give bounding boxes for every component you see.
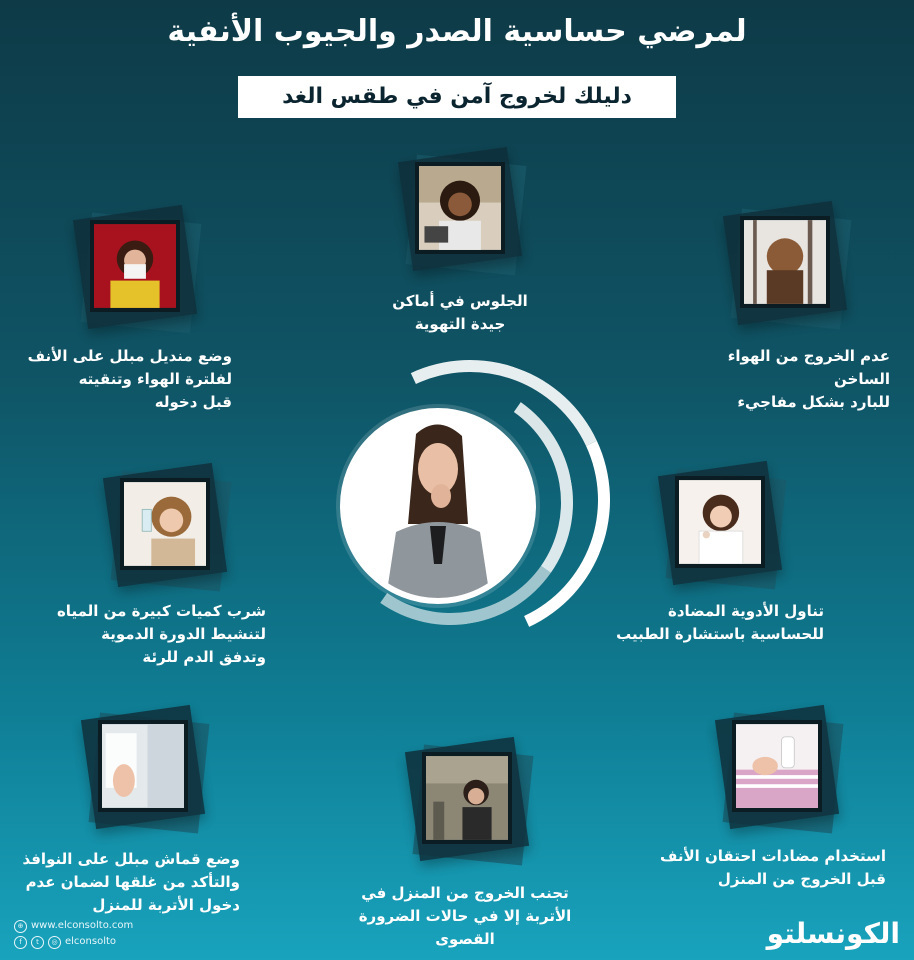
nasal-spray-image — [732, 720, 822, 812]
page-title: لمرضي حساسية الصدر والجيوب الأنفية — [167, 14, 747, 49]
caption-line: وضع قماش مبلل على النوافذ — [22, 850, 240, 868]
instagram-icon[interactable]: ◎ — [48, 936, 61, 949]
caption-line: لفلترة الهواء وتنقيته — [78, 370, 232, 388]
tip-windows-caption — [22, 848, 240, 917]
caption-line: القصوى — [435, 930, 495, 948]
subtitle-banner: دليلك لخروج آمن في طقس الغد — [238, 76, 676, 118]
caption-line: قبل الخروج من المنزل — [717, 870, 886, 888]
caption-line: قبل دخوله — [154, 393, 232, 411]
tip-dust-caption — [340, 882, 590, 951]
tip-nasal-photo — [722, 712, 832, 822]
brand-logo: الكونسلتو — [766, 917, 900, 950]
woman-snow-image — [740, 216, 830, 308]
center-photo — [340, 408, 536, 604]
tip-ventilated-photo — [405, 154, 515, 264]
caption-line: لتنشيط الدورة الدموية — [101, 625, 266, 643]
caption-line: عدم الخروج من الهواء الساخن — [727, 347, 890, 388]
tip-tissue-caption — [20, 345, 232, 414]
twitter-icon[interactable]: t — [31, 936, 44, 949]
coughing-woman-image — [340, 408, 536, 604]
caption-line: وتدفق الدم للرئة — [142, 648, 266, 666]
tip-ventilated-caption — [370, 290, 550, 336]
hand-window-image — [98, 720, 188, 812]
caption-line: للحساسية باستشارة الطبيب — [616, 625, 824, 643]
woman-smiling-image — [415, 162, 505, 254]
caption-line: والتأكد من غلقها لضمان عدم — [25, 873, 240, 891]
tip-tissue-photo — [80, 212, 190, 322]
caption-line: تناول الأدوية المضادة — [667, 602, 824, 620]
caption-line: جيدة التهوية — [414, 315, 506, 333]
tip-dust-photo — [412, 744, 522, 854]
caption-line: الجلوس في أماكن — [392, 292, 528, 310]
tip-water-caption — [40, 600, 266, 669]
woman-drinking-image — [120, 478, 210, 570]
tip-windows-photo — [88, 712, 198, 822]
caption-line: شرب كميات كبيرة من المياه — [56, 602, 266, 620]
caption-line: للبارد بشكل مفاجيء — [737, 393, 890, 411]
woman-mask-street-image — [422, 752, 512, 844]
website-link[interactable]: www.elconsolto.com — [31, 920, 134, 931]
footer — [14, 918, 133, 950]
tip-hot-cold-photo — [730, 208, 840, 318]
caption-line: استخدام مضادات احتقان الأنف — [659, 847, 886, 865]
caption-line: دخول الأتربة للمنزل — [92, 896, 240, 914]
tip-medicine-photo — [665, 468, 775, 578]
facebook-icon[interactable]: f — [14, 936, 27, 949]
caption-line: الأتربة إلا في حالات الضرورة — [358, 907, 572, 925]
tip-medicine-caption — [610, 600, 824, 646]
social-handle: elconsolto — [65, 936, 117, 947]
tip-hot-cold-caption — [672, 345, 890, 414]
tip-nasal-caption — [654, 845, 886, 891]
woman-tissue-image — [90, 220, 180, 312]
globe-icon: ⊕ — [14, 920, 27, 933]
woman-pill-image — [675, 476, 765, 568]
tip-water-photo — [110, 470, 220, 580]
caption-line: وضع منديل مبلل على الأنف — [27, 347, 232, 365]
caption-line: تجنب الخروج من المنزل في — [361, 884, 569, 902]
